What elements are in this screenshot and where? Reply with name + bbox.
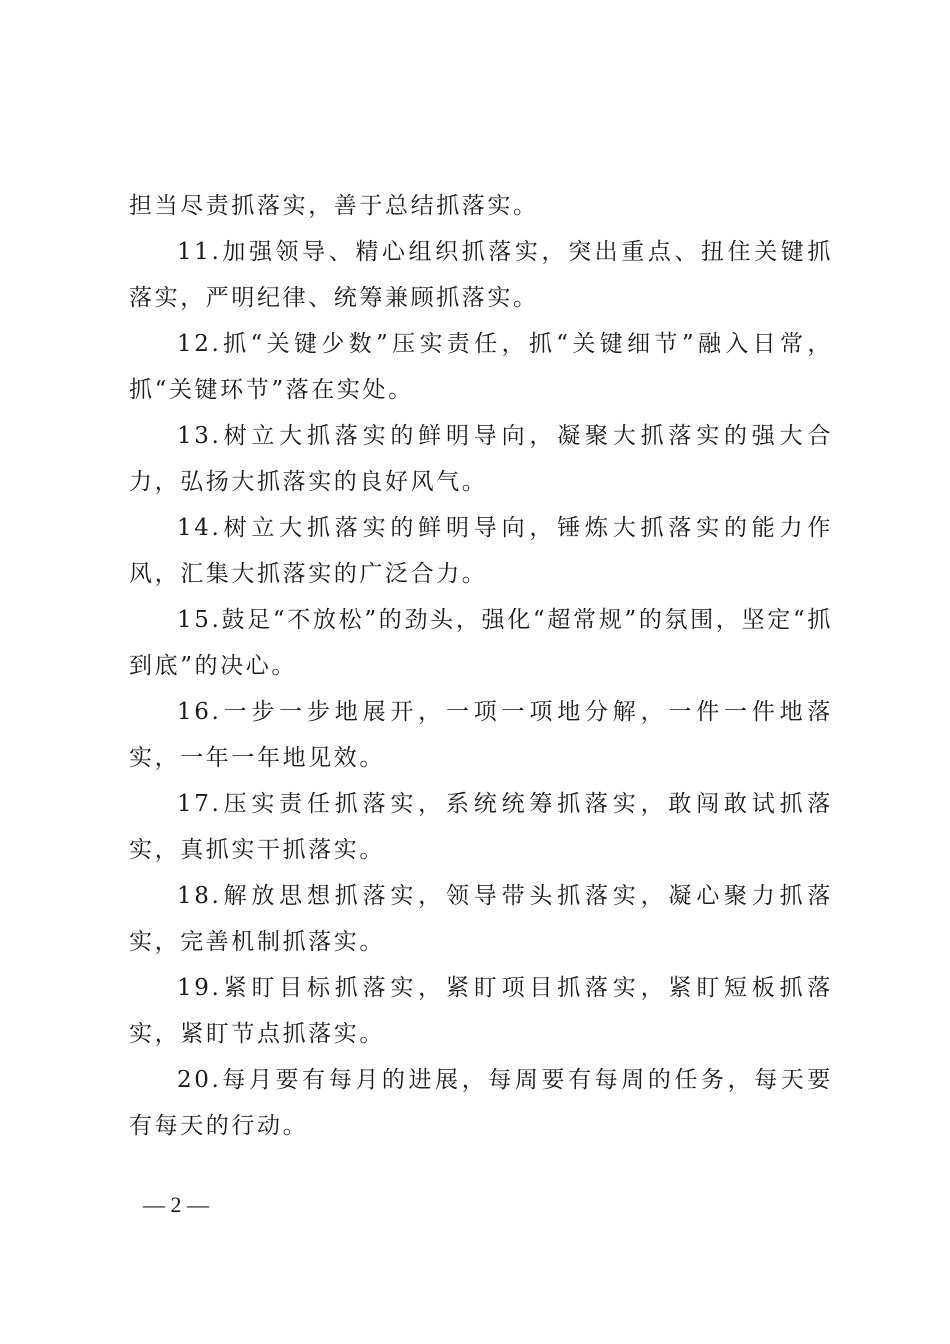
document-body [129, 183, 833, 1149]
paragraph-item-18: 18.解放思想抓落实，领导带头抓落实，凝心聚力抓落实，完善机制抓落实。 [129, 883, 833, 955]
page-number: — 2 — [143, 1192, 209, 1217]
paragraph-item-12: 12.抓“关键少数”压实责任，抓“关键细节”融入日常，抓“关键环节”落在实处。 [129, 331, 833, 403]
paragraph-item-16: 16.一步一步地展开，一项一项地分解，一件一件地落实，一年一年地见效。 [129, 699, 833, 771]
paragraph-item-13: 13.树立大抓落实的鲜明导向，凝聚大抓落实的强大合力，弘扬大抓落实的良好风气。 [129, 423, 833, 495]
paragraph-item-19: 19.紧盯目标抓落实，紧盯项目抓落实，紧盯短板抓落实，紧盯节点抓落实。 [129, 975, 833, 1047]
paragraph-continuation: 担当尽责抓落实，善于总结抓落实。 [129, 193, 539, 219]
paragraph-item-17: 17.压实责任抓落实，系统统筹抓落实，敢闯敢试抓落实，真抓实干抓落实。 [129, 791, 833, 863]
paragraph-item-14: 14.树立大抓落实的鲜明导向，锤炼大抓落实的能力作风，汇集大抓落实的广泛合力。 [129, 515, 833, 587]
paragraph-item-15: 15.鼓足“不放松”的劲头，强化“超常规”的氛围，坚定“抓到底”的决心。 [129, 607, 833, 679]
paragraph-item-20: 20.每月要有每月的进展，每周要有每周的任务，每天要有每天的行动。 [129, 1067, 833, 1139]
paragraph-item-11: 11.加强领导、精心组织抓落实，突出重点、扭住关键抓落实，严明纪律、统筹兼顾抓落实。 [129, 239, 833, 311]
